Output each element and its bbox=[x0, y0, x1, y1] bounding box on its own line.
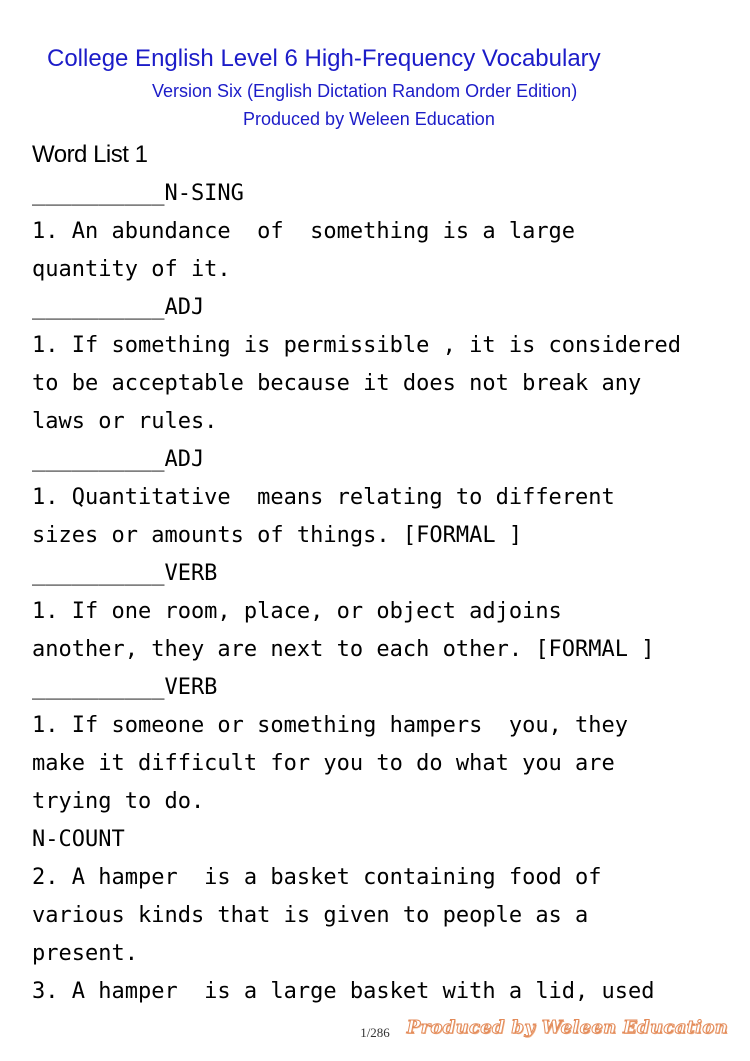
text-line: quantity of it. bbox=[32, 257, 231, 282]
text-line: various kinds that is given to people as a bbox=[32, 903, 589, 928]
page-number: 1/286 bbox=[360, 1025, 390, 1040]
text-line: __________N-SING bbox=[32, 181, 244, 206]
text-line: __________VERB bbox=[32, 675, 218, 700]
document-title: College English Level 6 High-Frequency Vocabulary bbox=[47, 45, 601, 72]
vocabulary-entries bbox=[32, 175, 732, 1011]
text-line: __________VERB bbox=[32, 561, 218, 586]
text-line: 1. If one room, place, or object adjoins bbox=[32, 599, 562, 624]
document-producer: Produced by Weleen Education bbox=[243, 109, 495, 129]
text-line: N-COUNT bbox=[32, 827, 125, 852]
text-line: present. bbox=[32, 941, 138, 966]
producer-watermark: Produced by Weleen Education bbox=[406, 1017, 728, 1038]
text-line: 2. A hamper is a basket containing food of bbox=[32, 865, 602, 890]
document-subtitle: Version Six (English Dictation Random Order Edition) bbox=[152, 81, 578, 101]
text-line: sizes or amounts of things. [FORMAL ] bbox=[32, 523, 523, 548]
text-line: to be acceptable because it does not break any bbox=[32, 371, 642, 396]
text-line: 1. Quantitative means relating to different bbox=[32, 485, 615, 510]
text-line: 1. An abundance of something is a large bbox=[32, 219, 576, 244]
text-line: another, they are next to each other. [FORMAL ] bbox=[32, 637, 655, 662]
text-line: 1. If someone or something hampers you, they bbox=[32, 713, 629, 738]
text-line: 1. If something is permissible , it is considered bbox=[32, 333, 682, 358]
text-line: __________ADJ bbox=[32, 447, 205, 472]
text-line: trying to do. bbox=[32, 789, 205, 814]
word-list-title: Word List 1 bbox=[32, 141, 148, 168]
text-line: __________ADJ bbox=[32, 295, 205, 320]
text-line: 3. A hamper is a large basket with a lid, used bbox=[32, 979, 655, 1004]
text-line: laws or rules. bbox=[32, 409, 218, 434]
text-line: make it difficult for you to do what you are bbox=[32, 751, 615, 776]
